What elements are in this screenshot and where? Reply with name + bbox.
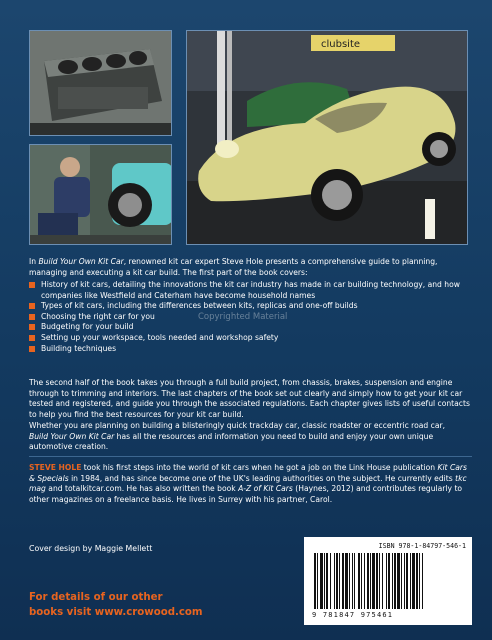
barcode-bar [334,553,335,609]
barcode-bar [352,553,353,609]
author-name: STEVE HOLE [29,463,82,472]
barcode-bar [397,553,400,609]
bullet-square-icon [29,335,35,341]
author-bio: STEVE HOLE took his first steps into the world of kit cars when he got a job on the Link House publication Kit Cars & Specials in 1984, and has since become one of the UK's leading authorities on the subject. He currently edits tkc mag and totalkitcar.com. He has also written the book A-Z of Kit Cars (Haynes, 2012) and contributes regularly to other magazines on a freelance basis. He lives in Surrey with his partner, Carol. [29,463,467,504]
barcode-bar [406,553,408,609]
list-item: Building techniques [29,344,472,355]
barcode-bar [330,553,331,609]
barcode-bar [345,553,348,609]
barcode-bar [401,553,402,609]
barcode-bar [314,553,316,609]
barcode-digits: 9 781847 975461 [312,611,394,619]
second-half-paragraph: The second half of the book takes you through a full build project, from chassis, brakes, suspension and engine through to trimming and interiors. The last chapters of the book set out clearly and simply how to get your kit car tested and registered, and guide you through the associated regulations. Each chapter gives lists of useful contacts to help you find the best resources for your kit car build. [29,378,470,419]
barcode-bar [364,553,365,609]
barcode-panel [304,537,472,625]
barcode-bar [416,553,418,609]
book-title-inline: Build Your Own Kit Car [29,431,115,441]
barcode-bar [317,553,318,609]
engine-block-illustration [30,31,172,136]
publication-title: A-Z of Kit Cars [238,484,293,494]
details-line-2: books visit www.crowood.com [29,607,203,618]
barcode-bar [382,553,383,609]
barcode-bar [349,553,350,609]
intro-pre: In [29,257,39,266]
barcode-icon [312,553,464,609]
bullet-square-icon [29,314,35,320]
workshop-illustration [30,145,172,245]
barcode-bar [388,553,390,609]
barcode-bar [320,553,323,609]
bullet-square-icon [29,282,35,288]
barcode-bar [358,553,360,609]
bullet-square-icon [29,303,35,309]
isbn-number: ISBN 978-1-84797-546-1 [378,542,466,550]
barcode-bar [324,553,325,609]
barcode-bar [361,553,362,609]
barcode-bar [410,553,411,609]
whether-line1: Whether you are planning on building a blisteringly quick trackday car, classic roadster or eccentric road car, [29,421,446,430]
list-item: Types of kit cars, including the differences between kits, replicas and one-off builds [29,301,472,312]
cover-design-credit: Cover design by Maggie Mellett [29,544,153,553]
engine-block-photo [29,30,172,136]
kit-car-photo [186,30,468,245]
barcode-bar [419,553,420,609]
barcode-bar [342,553,344,609]
whether-post: has all the resources and information you need to build and enjoy your own unique automotive creation. [29,431,434,452]
barcode-bar [404,553,405,609]
barcode-bar [422,553,423,609]
barcode-bar [326,553,328,609]
list-item: History of kit cars, detailing the innovations the kit car industry has made in car building technology, and how companies like Westfield and Caterham have become household names [29,280,472,301]
workshop-photo [29,144,172,245]
barcode-bar [367,553,369,609]
barcode-bar [379,553,380,609]
club-sign-text: clubsite [321,39,361,50]
section-divider [29,456,472,457]
bullet-square-icon [29,324,35,330]
barcode-bar [336,553,338,609]
book-title-inline: Build Your Own Kit Car [38,257,124,266]
barcode-bar [392,553,393,609]
list-item: Setting up your workspace, tools needed and workshop safety [29,333,472,344]
intro-paragraph [29,257,472,278]
barcode-bar [370,553,371,609]
copyright-watermark: Copyrighted Material [198,312,288,322]
details-line-1: For details of our other [29,592,163,603]
barcode-bar [412,553,415,609]
list-item: Budgeting for your build [29,322,472,333]
barcode-bar [339,553,340,609]
whether-paragraph [29,421,472,453]
barcode-bar [394,553,396,609]
list-item: Choosing the right car for you [29,312,472,323]
bullet-square-icon [29,346,35,352]
publisher-details [29,590,203,620]
barcode-bar [376,553,378,609]
publication-title: Kit Cars & Specials [29,463,467,483]
kit-car-illustration [187,31,468,245]
intro-post: , renowned kit car expert Steve Hole presents a comprehensive guide to planning, managing and executing a kit car build. The first part of the book covers: [29,257,438,277]
barcode-bar [386,553,387,609]
publication-title: tkc mag [29,473,467,494]
barcode-bar [354,553,355,609]
barcode-bar [372,553,375,609]
